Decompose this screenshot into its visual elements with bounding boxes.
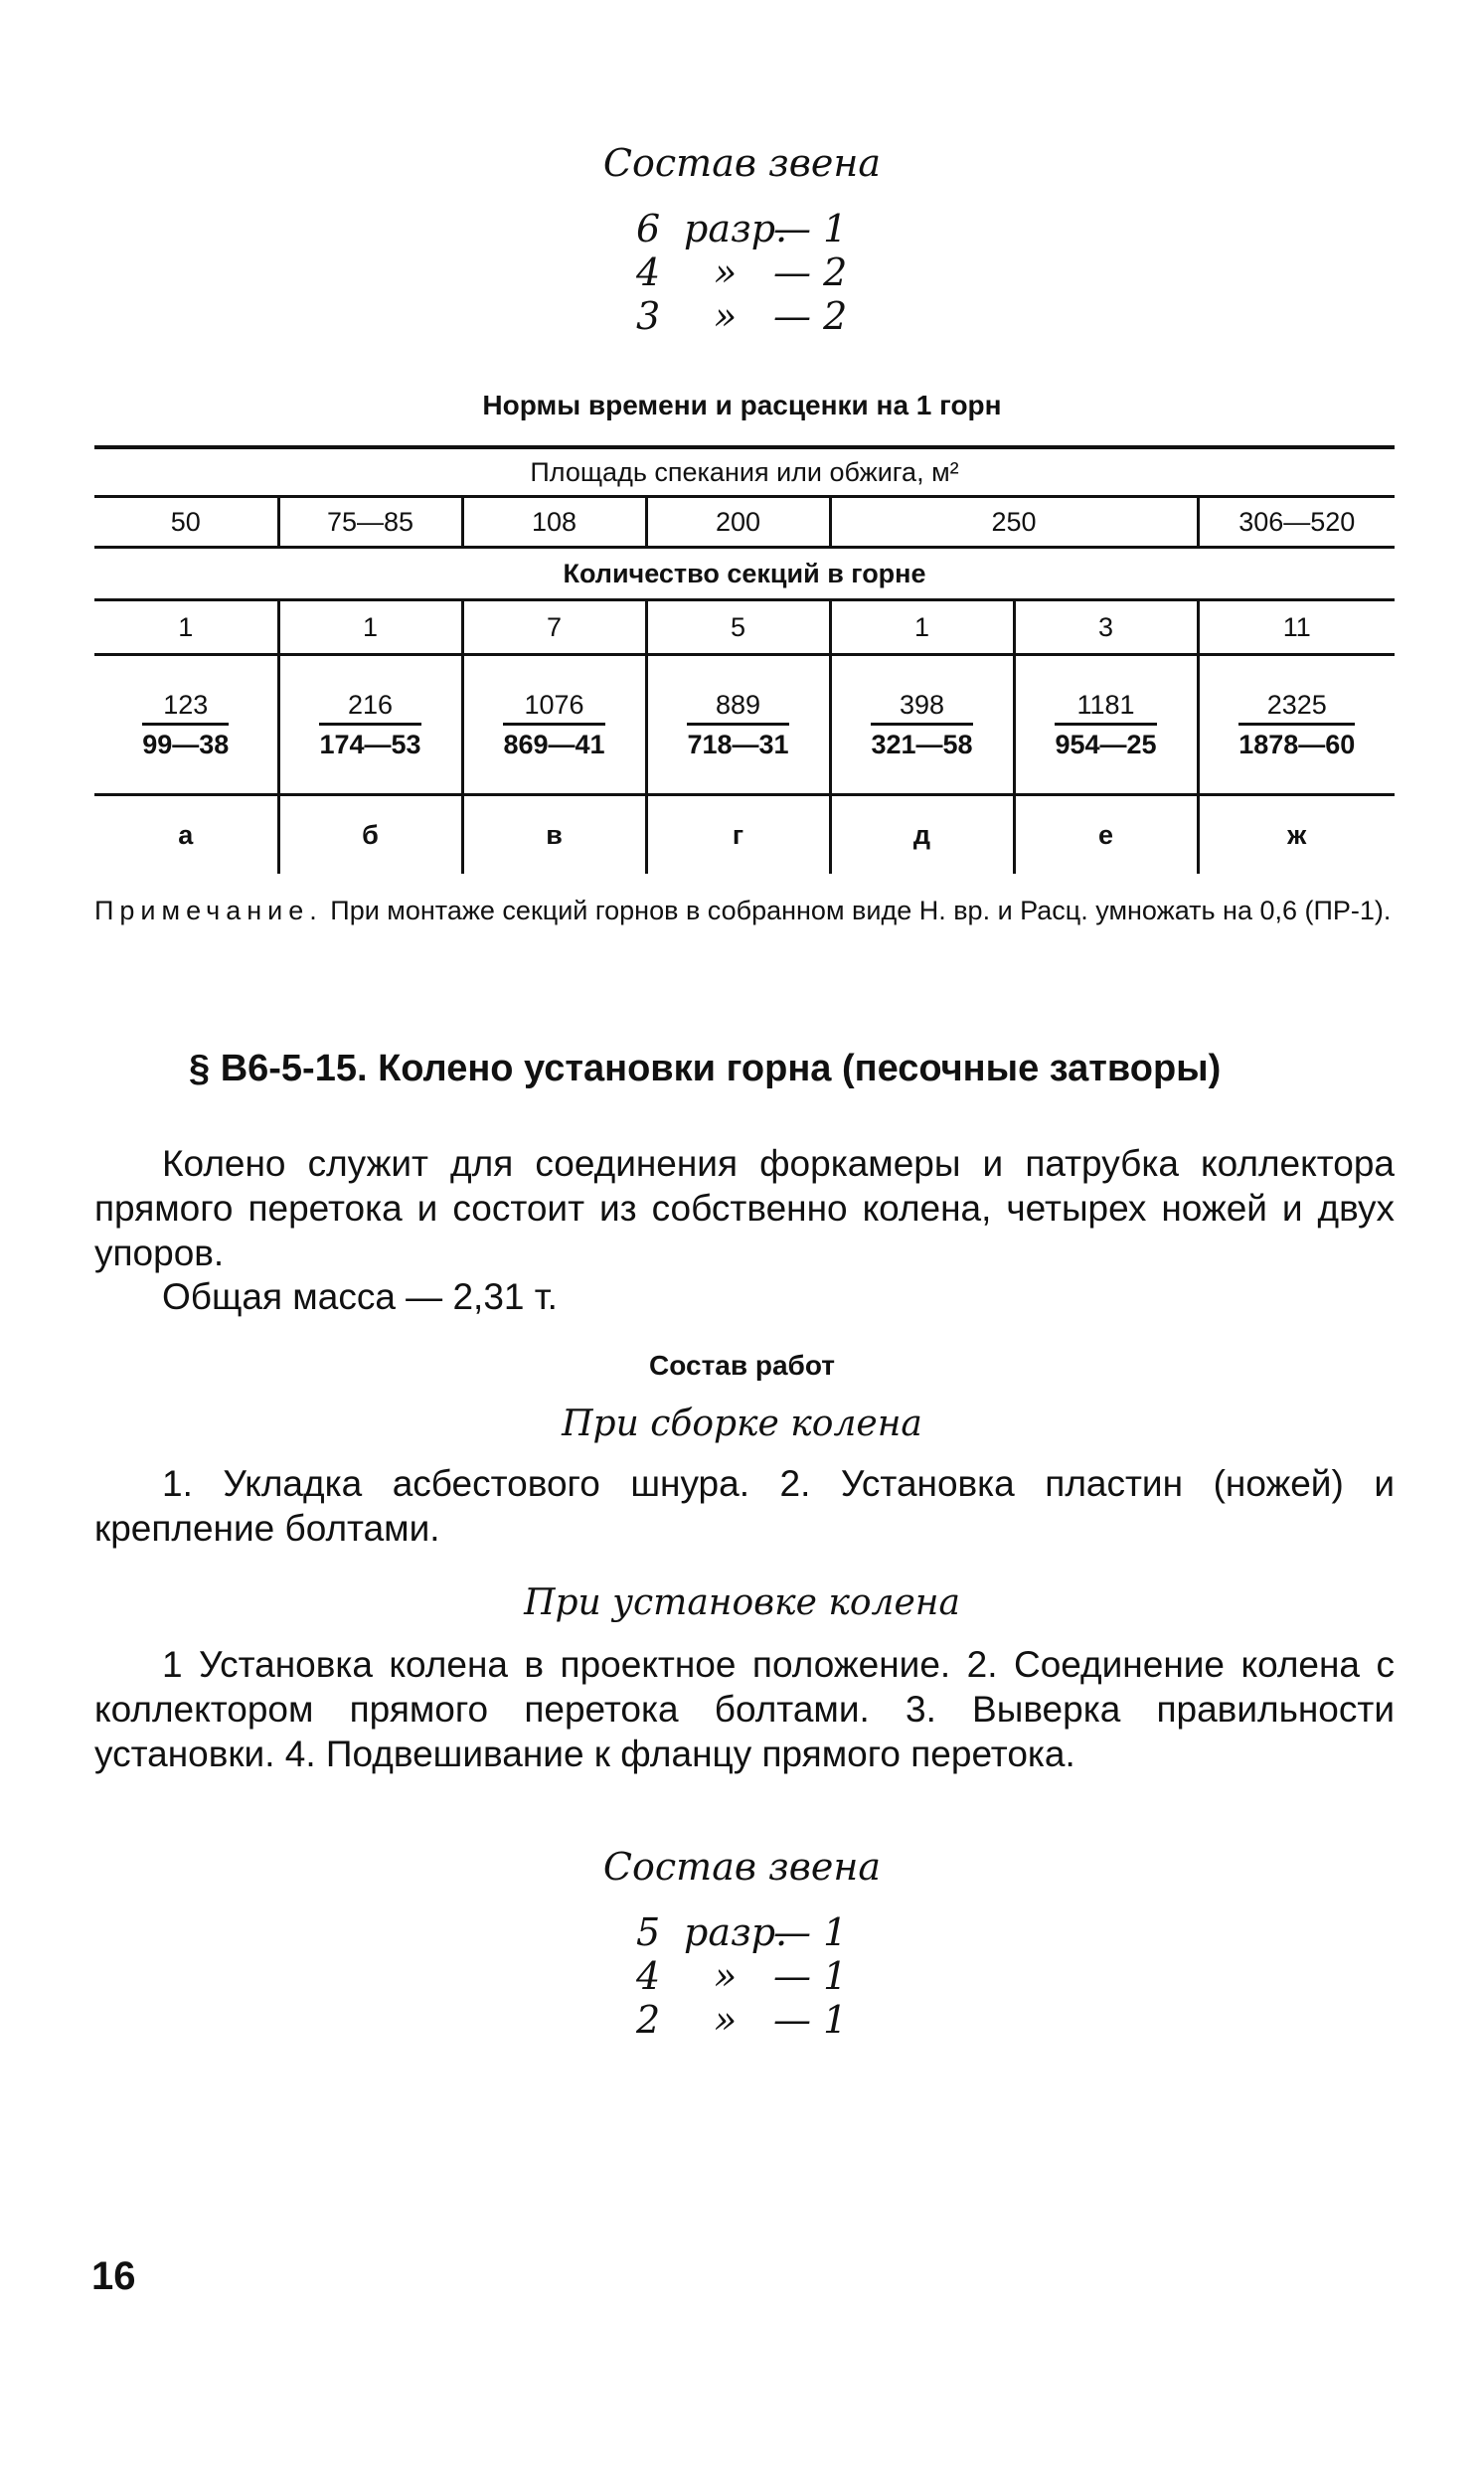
norm-time: 1076	[503, 690, 604, 726]
crew-count: — 1	[773, 207, 848, 250]
norm-fraction	[319, 690, 420, 760]
norm-time: 2325	[1238, 690, 1355, 726]
crew-count: — 2	[773, 250, 848, 294]
norm-time: 1181	[1055, 690, 1156, 726]
assembly-text: 1. Укладка асбестового шнура. 2. Установка пластин (ножей) и крепление болтами.	[94, 1463, 1395, 1549]
norm-rate: 1878—60	[1238, 729, 1356, 759]
sections-cell: 1	[830, 600, 1014, 655]
sections-cell: 11	[1198, 600, 1395, 655]
sections-header-row	[94, 548, 1395, 600]
norm-time: 216	[319, 690, 420, 726]
norm-time: 889	[687, 690, 788, 726]
crew-label: »	[714, 1954, 738, 1998]
table-note	[94, 891, 1395, 930]
norm-cell	[1198, 655, 1395, 795]
norm-rate: 99—38	[142, 729, 230, 759]
table-title: Нормы времени и расценки на 1 горн	[482, 390, 1002, 420]
page-number: 16	[91, 2254, 136, 2298]
norm-fraction	[503, 690, 604, 760]
norm-cell	[278, 655, 462, 795]
crew-label: разр.	[684, 1910, 788, 1954]
norm-fraction	[871, 690, 972, 760]
crew-label: »	[714, 250, 738, 294]
norm-rate: 718—31	[687, 729, 789, 759]
crew-grade: 6	[636, 207, 661, 250]
crew-label: разр.	[684, 207, 788, 250]
sections-cell: 1	[94, 600, 278, 655]
norm-cell	[830, 655, 1014, 795]
area-header-row	[94, 447, 1395, 497]
norm-rate: 954—25	[1055, 729, 1157, 759]
column-letter: е	[1014, 795, 1198, 875]
area-cell: 50	[94, 497, 278, 548]
norm-fraction	[142, 690, 229, 760]
norm-cell	[462, 655, 646, 795]
norm-cell	[1014, 655, 1198, 795]
crew-count: — 2	[773, 294, 848, 338]
crew-title: Состав звена	[602, 1845, 882, 1889]
crew-count: — 1	[773, 1998, 848, 2042]
assembly-subtitle: При сборке колена	[562, 1404, 922, 1444]
area-cell: 75—85	[278, 497, 462, 548]
section-heading: § В6-5-15. Колено установки горна (песочные затворы)	[189, 1048, 1222, 1089]
area-cell: 250	[830, 497, 1198, 548]
sections-cell: 7	[462, 600, 646, 655]
crew-row	[636, 250, 863, 294]
crew-label: »	[714, 294, 738, 338]
norm-rate: 174—53	[319, 729, 421, 759]
norm-rate: 869—41	[503, 729, 605, 759]
crew-row	[636, 1998, 863, 2042]
sections-header: Количество секций в горне	[94, 548, 1395, 600]
norms-row	[94, 655, 1395, 795]
area-header: Площадь спекания или обжига, м²	[94, 447, 1395, 497]
norm-cell	[94, 655, 278, 795]
crew-count: — 1	[773, 1910, 848, 1954]
crew-grade: 2	[636, 1998, 661, 2042]
crew-label: »	[714, 1998, 738, 2042]
column-letter: в	[462, 795, 646, 875]
crew-list	[636, 1910, 863, 2042]
crew-grade: 3	[636, 294, 661, 338]
description-paragraph: Колено служит для соединения форкамеры и патрубка коллектора прямого перетока и состоит из собственно колена, четырех ножей и двух упоров.	[94, 1143, 1395, 1273]
crew-list	[636, 207, 863, 338]
norm-fraction	[1238, 690, 1355, 760]
sections-cell: 1	[278, 600, 462, 655]
sections-cell: 5	[646, 600, 830, 655]
crew-row	[636, 207, 863, 250]
norm-fraction	[1055, 690, 1156, 760]
crew-row	[636, 1910, 863, 1954]
column-letter: б	[278, 795, 462, 875]
mass-paragraph: Общая масса — 2,31 т.	[162, 1276, 558, 1317]
area-row	[94, 497, 1395, 548]
norm-time: 398	[871, 690, 972, 726]
crew-grade: 5	[636, 1910, 661, 1954]
norm-time: 123	[142, 690, 229, 726]
installation-subtitle: При установке колена	[524, 1582, 960, 1623]
note-text: При монтаже секций горнов в собранном виде Н. вр. и Расц. умножать на 0,6 (ПР-1).	[322, 896, 1392, 925]
norm-cell	[646, 655, 830, 795]
norm-rate: 321—58	[871, 729, 973, 759]
area-cell: 200	[646, 497, 830, 548]
column-letter: а	[94, 795, 278, 875]
crew-title: Состав звена	[602, 141, 882, 185]
column-letter: г	[646, 795, 830, 875]
crew-row	[636, 294, 863, 338]
sections-row	[94, 600, 1395, 655]
norm-fraction	[687, 690, 788, 760]
crew-row	[636, 1954, 863, 1998]
column-letter: д	[830, 795, 1014, 875]
note-label: Примечание.	[94, 896, 323, 925]
work-composition-title: Состав работ	[649, 1350, 835, 1381]
sections-cell: 3	[1014, 600, 1198, 655]
area-cell: 108	[462, 497, 646, 548]
installation-text: 1 Установка колена в проектное положение. 2. Соединение колена с коллектором прямого перетока болтами. 3. Выверка правильности установки. 4. Подвешивание к фланцу прямого перетока.	[94, 1644, 1395, 1774]
letters-row	[94, 795, 1395, 875]
area-cell: 306—520	[1198, 497, 1395, 548]
crew-count: — 1	[773, 1954, 848, 1998]
crew-grade: 4	[636, 1954, 661, 1998]
column-letter: ж	[1198, 795, 1395, 875]
crew-grade: 4	[636, 250, 661, 294]
norms-table	[94, 445, 1395, 874]
